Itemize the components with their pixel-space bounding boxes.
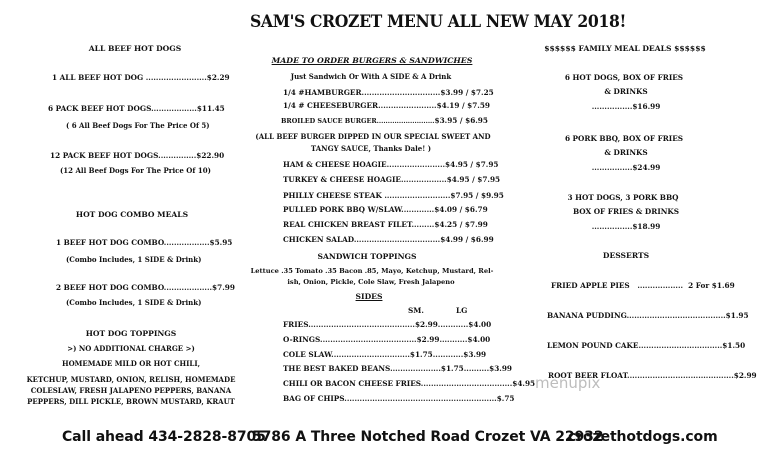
toppings-line: HOMEMADE MILD OR HOT CHILI, — [61, 359, 201, 368]
footer-phone: Call ahead 434-2828-8705 — [62, 429, 266, 445]
dessert-item: FRIED APPLE PIES .................. 2 For $1.69 — [551, 281, 735, 290]
menu-item: 1/4 #HAMBURGER...............................$3.99 / $7.25 — [283, 88, 494, 97]
toppings-heading: HOT DOG TOPPINGS — [85, 329, 177, 338]
item-note: ( 6 All Beef Dogs For The Price Of 5) — [66, 121, 210, 130]
deal-line: 3 HOT DOGS, 3 PORK BBQ — [567, 193, 679, 202]
sandwich-toppings-line: Lettuce .35 Tomato .35 Bacon .85, Mayo, Ketchup, Mustard, Rel- — [250, 267, 494, 275]
menu-item: CHICKEN SALAD..................................$4.99 / $6.99 — [283, 235, 494, 244]
toppings-line: PEPPERS, DILL PICKLE, BROWN MUSTARD, KRAUT — [27, 397, 235, 406]
combo-heading: HOT DOG COMBO MEALS — [75, 210, 189, 219]
footer-website: crozethotdogs.com — [568, 429, 718, 445]
sandwich-toppings-line: ish, Onion, Pickle, Cole Slaw, Fresh Jalapeno — [287, 278, 455, 286]
menu-item: 1/4 # CHEESEBURGER.......................$4.19 / $7.59 — [283, 101, 491, 110]
menu-item: 1 ALL BEEF HOT DOG ........................$2.29 — [52, 73, 230, 82]
burgers-heading: MADE TO ORDER BURGERS & SANDWICHES — [271, 56, 473, 65]
toppings-line: >) NO ADDITIONAL CHARGE >) — [67, 344, 195, 353]
page-title: SAM'S CROZET MENU ALL NEW MAY 2018! — [250, 12, 626, 32]
item-note: (12 All Beef Dogs For The Price Of 10) — [60, 166, 211, 175]
dessert-item: ROOT BEER FLOAT..........................................$2.99 — [548, 371, 757, 380]
deal-price: ................$24.99 — [591, 163, 661, 172]
toppings-line: COLESLAW, FRESH JALAPENO PEPPERS, BANANA — [30, 386, 232, 395]
menu-item: 1 BEEF HOT DOG COMBO..................$5.95 — [56, 238, 233, 247]
family-deals-heading: $$$$$$ FAMILY MEAL DEALS $$$$$$ — [544, 44, 706, 53]
menu-item: TURKEY & CHEESE HOAGIE..................$4.95 / $7.95 — [283, 175, 501, 184]
deal-line: & DRINKS — [604, 148, 648, 157]
item-note: (Combo Includes, 1 SIDE & Drink) — [66, 298, 202, 307]
deal-line: BOX OF FRIES & DRINKS — [572, 207, 680, 216]
sides-col-lg: LG — [456, 306, 468, 315]
side-item: THE BEST BAKED BEANS....................$1.75..........$3.99 — [283, 364, 512, 373]
sides-heading: SIDES — [355, 292, 383, 301]
side-item: COLE SLAW...............................$1.75............$3.99 — [283, 350, 487, 359]
deal-line: 6 PORK BBQ, BOX OF FRIES — [564, 134, 684, 143]
watermark: menupix — [535, 374, 601, 392]
menu-item: 12 PACK BEEF HOT DOGS...............$22.90 — [50, 151, 225, 160]
hot-dogs-heading: ALL BEEF HOT DOGS — [88, 44, 182, 53]
sandwich-toppings-heading: SANDWICH TOPPINGS — [317, 252, 417, 261]
burgers-subheading: Just Sandwich Or With A SIDE & A Drink — [290, 72, 452, 81]
menu-item: 2 BEEF HOT DOG COMBO...................$7.99 — [56, 283, 235, 292]
side-item: FRIES..........................................$2.99............$4.00 — [283, 320, 492, 329]
menu-item: REAL CHICKEN BREAST FILET.........$4.25 / $7.99 — [283, 220, 488, 229]
deal-price: ................$16.99 — [591, 102, 661, 111]
sides-col-sm: SM. — [408, 306, 424, 315]
dessert-item: BANANA PUDDING.......................................$1.95 — [547, 311, 749, 320]
sauce-note: (ALL BEEF BURGER DIPPED IN OUR SPECIAL SWEET AND — [255, 132, 491, 141]
toppings-line: KETCHUP, MUSTARD, ONION, RELISH, HOMEMADE — [26, 375, 236, 384]
dessert-item: LEMON POUND CAKE.................................$1.50 — [547, 341, 746, 350]
deal-price: ................$18.99 — [591, 222, 661, 231]
deal-line: & DRINKS — [604, 87, 648, 96]
deal-line: 6 HOT DOGS, BOX OF FRIES — [564, 73, 684, 82]
sauce-note: TANGY SAUCE, Thanks Dale! ) — [310, 144, 432, 153]
item-note: (Combo Includes, 1 SIDE & Drink) — [66, 255, 202, 264]
menu-item: 6 PACK BEEF HOT DOGS..................$11.45 — [48, 104, 225, 113]
side-item: BAG OF CHIPS............................................................$.75 — [283, 394, 515, 403]
desserts-heading: DESSERTS — [602, 251, 650, 260]
footer-address: 5786 A Three Notched Road Crozet VA 22932 — [252, 429, 604, 445]
menu-item: PHILLY CHEESE STEAK ..........................$7.95 / $9.95 — [283, 191, 504, 200]
menu-item: PULLED PORK BBQ W/SLAW.............$4.09 / $6.79 — [283, 205, 488, 214]
menu-item: HAM & CHEESE HOAGIE.......................$4.95 / $7.95 — [283, 160, 499, 169]
side-item: O-RINGS......................................$2.99...........$4.00 — [283, 335, 491, 344]
side-item: CHILI OR BACON CHEESE FRIES....................................$4.95 — [283, 379, 536, 388]
menu-item: BROILED SAUCE BURGER..........................$3.95 / $6.95 — [281, 116, 488, 125]
